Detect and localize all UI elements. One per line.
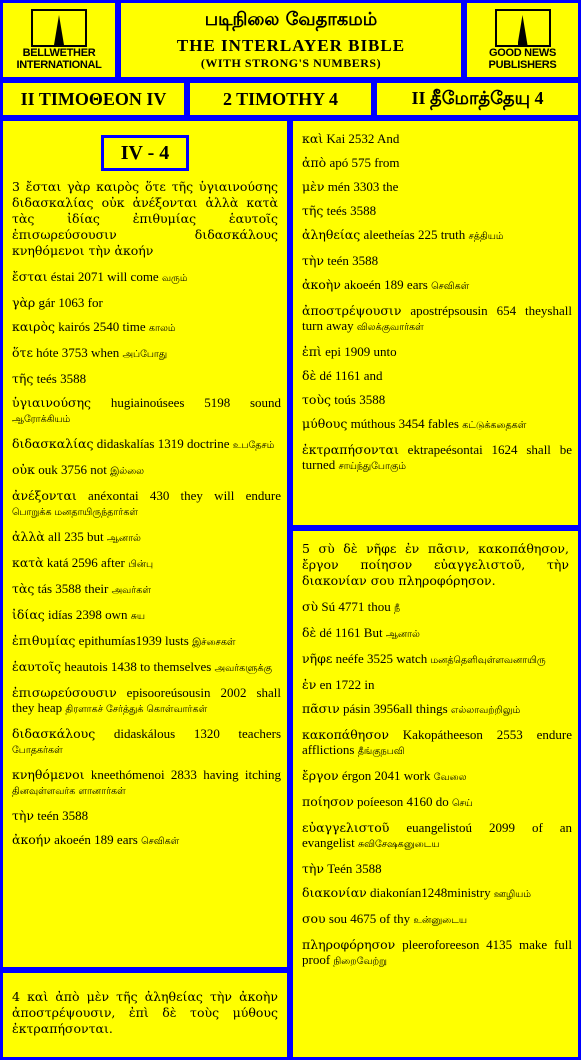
transliteration-gloss: gár 1063 for [38, 295, 103, 310]
greek-word: ἐπὶ [302, 344, 322, 359]
tamil-gloss: வரும் [161, 273, 188, 284]
greek-word: δὲ [302, 368, 317, 383]
tamil-gloss: சுய [130, 611, 146, 622]
word-entry [12, 633, 281, 650]
verse-3-greek: 3 ἔσται γὰρ καιρὸς ὅτε τῆς ὑγιαινούσης διδασκαλίας οὐκ ἀνέξονται ἀλλὰ κατὰ τὰς ἰδίας ἐπιθυμίας ἑαυτοῖς ἐπισωρεύσουσιν διδασκάλους κνηθόμενοι τὴν ἀκοήν [12, 179, 278, 258]
greek-word: κακοπάθησον [302, 727, 389, 742]
book-title-tamil: II தீமோத்தேயு 4 [374, 80, 581, 118]
tamil-gloss: ஆனால் [385, 629, 420, 640]
tamil-gloss: சத்தியம் [468, 231, 504, 242]
tamil-gloss: போதகர்கள் [12, 745, 63, 756]
transliteration-gloss: érgon 2041 work [341, 768, 434, 783]
greek-word: ἔργον [302, 768, 339, 783]
transliteration-gloss: apó 575 from [329, 155, 400, 170]
transliteration-gloss: epithumías1939 lusts [78, 633, 193, 648]
word-entry [12, 371, 281, 386]
greek-word: ἰδίας [12, 607, 45, 622]
word-entry [302, 227, 572, 244]
transliteration-gloss: sou 4675 of thy [328, 911, 414, 926]
transliteration-gloss: teés 3588 [36, 371, 87, 386]
right-bottom-column [290, 528, 581, 1060]
transliteration-gloss: neéfe 3525 watch [335, 651, 431, 666]
book-title-english: 2 TIMOTHY 4 [187, 80, 374, 118]
word-entry [12, 488, 281, 520]
word-entry [12, 808, 281, 823]
greek-word: οὐκ [12, 462, 35, 477]
transliteration-gloss: teén 3588 [327, 253, 379, 268]
tamil-gloss: தீங்குநபவி [357, 746, 405, 757]
greek-word: ἐν [302, 677, 317, 692]
tamil-gloss: செவிகள் [431, 281, 470, 292]
word-entry [302, 727, 572, 759]
word-entry [12, 462, 281, 479]
tamil-gloss: திரளாகச் சேர்த்துக் கொள்வார்கள் [65, 704, 208, 715]
greek-word: ἀληθείας [302, 227, 361, 242]
right-logo-line2: PUBLISHERS [488, 59, 557, 71]
tamil-gloss: பின்பு [128, 559, 154, 570]
word-entry [12, 395, 281, 427]
greek-word: τὰς [12, 581, 35, 596]
transliteration-gloss: diakonían1248ministry [370, 885, 494, 900]
transliteration-gloss: ektrapeésontai 1624 shall be turned [302, 442, 572, 472]
greek-word: ποίησον [302, 794, 354, 809]
greek-word: μύθους [302, 416, 348, 431]
greek-word: ἀνέξονται [12, 488, 77, 503]
tamil-gloss: வேலை [433, 772, 467, 783]
word-entry [302, 794, 572, 811]
transliteration-gloss: Teén 3588 [327, 861, 382, 876]
transliteration-gloss: all 235 but [47, 529, 107, 544]
tamil-gloss: உபதேசம் [232, 440, 275, 451]
word-entry [302, 820, 572, 852]
transliteration-gloss: kneethómenoi 2833 having itching [90, 767, 281, 782]
right-logo-line1: GOOD NEWS [489, 47, 556, 59]
transliteration-gloss: ouk 3756 not [38, 462, 111, 477]
greek-word: κνηθόμενοι [12, 767, 85, 782]
good-news-logo [464, 0, 581, 80]
tamil-gloss: விலக்குவார்கள் [356, 322, 424, 333]
tamil-gloss: கட்டுக்கதைகள் [462, 420, 527, 431]
greek-word: τῆς [12, 371, 34, 386]
word-entry [302, 203, 572, 218]
word-entry [302, 416, 572, 433]
word-entry [302, 599, 572, 616]
transliteration-gloss: teés 3588 [326, 203, 377, 218]
verse-4-box [0, 970, 290, 1060]
transliteration-gloss: tás 3588 their [37, 581, 112, 596]
tamil-gloss: அப்போது [122, 349, 168, 360]
greek-word: ἐπισωρεύσουσιν [12, 685, 117, 700]
tamil-gloss: எல்லாவற்றிலும் [450, 705, 521, 716]
left-column [0, 118, 290, 970]
word-entry [302, 253, 572, 268]
greek-word: ἀπὸ [302, 155, 327, 170]
verse-5-greek: 5 σὺ δὲ νῆφε ἐν πᾶσιν, κακοπάθησον, ἔργον ποίησον εὐαγγελιστοῦ, τὴν διακονίαν σου πληροφόρησον. [302, 541, 569, 588]
greek-word: καιρὸς [12, 319, 56, 334]
tamil-gloss: இல்லை [110, 466, 145, 477]
transliteration-gloss: pleeroforeeson 4135 make full proof [302, 937, 573, 967]
tamil-gloss: செவிகள் [141, 836, 180, 847]
greek-word: δὲ [302, 625, 317, 640]
greek-word: ἐπιθυμίας [12, 633, 76, 648]
tamil-gloss: மனத்தெளிவுள்ளவனாயிரு [430, 655, 546, 666]
title-tamil: படிநிலை வேதாகமம் [204, 9, 378, 30]
word-entry [302, 368, 572, 383]
transliteration-gloss: poíeeson 4160 do [357, 794, 453, 809]
word-entry [302, 885, 572, 902]
transliteration-gloss: euangelistoú 2099 of an evangelist [302, 820, 572, 850]
transliteration-gloss: apostrépsousin 654 theyshall turn away [302, 303, 572, 333]
greek-word: σου [302, 911, 326, 926]
greek-word: ὅτε [12, 345, 33, 360]
transliteration-gloss: akoeén 189 ears [54, 832, 142, 847]
greek-word: τὴν [302, 861, 325, 876]
transliteration-gloss: didaskálous 1320 teachers [113, 726, 282, 741]
right-bottom-entry-list [293, 599, 578, 969]
greek-word: τὴν [302, 253, 325, 268]
word-entry [12, 529, 281, 546]
greek-word: ἐκτραπήσονται [302, 442, 399, 457]
transliteration-gloss: anéxontai 430 they will endure [88, 488, 282, 503]
transliteration-gloss: toús 3588 [334, 392, 386, 407]
word-entry [302, 303, 572, 335]
left-entry-list [3, 269, 287, 849]
left-logo-line1: BELLWETHER [22, 47, 96, 59]
word-entry [302, 701, 572, 718]
tamil-gloss: செய் [452, 798, 473, 809]
greek-word: διακονίαν [302, 885, 367, 900]
greek-word: τῆς [302, 203, 324, 218]
greek-word: κατὰ [12, 555, 44, 570]
transliteration-gloss: pásin 3956all things [342, 701, 451, 716]
transliteration-gloss: Kai 2532 And [326, 131, 400, 146]
title-sub: (WITH STRONG'S NUMBERS) [200, 56, 382, 70]
greek-word: νῆφε [302, 651, 333, 666]
word-entry [302, 677, 572, 692]
tamil-gloss: அவர்கள் [111, 585, 151, 596]
bellwether-logo [0, 0, 118, 80]
word-entry [12, 269, 281, 286]
greek-word: ἀποστρέψουσιν [302, 303, 402, 318]
word-entry [302, 861, 572, 876]
word-entry [302, 392, 572, 407]
word-entry [12, 555, 281, 572]
tamil-gloss: ஆரோக்கியம் [12, 414, 71, 425]
greek-word: ἑαυτοῖς [12, 659, 62, 674]
transliteration-gloss: akoeén 189 ears [344, 277, 432, 292]
word-entry [302, 651, 572, 668]
word-entry [302, 768, 572, 785]
greek-word: γὰρ [12, 295, 36, 310]
transliteration-gloss: mén 3303 the [327, 179, 399, 194]
greek-word: ἀκοὴν [302, 277, 341, 292]
right-top-entry-list [293, 121, 578, 474]
tamil-gloss: நீ [393, 603, 401, 614]
transliteration-gloss: katá 2596 after [46, 555, 129, 570]
transliteration-gloss: teén 3588 [37, 808, 89, 823]
book-title-greek: II TIMOΘEON IV [0, 80, 187, 118]
tamil-gloss: ஊழியம் [493, 889, 531, 900]
word-entry [302, 625, 572, 642]
tamil-gloss: சாய்ந்துபோகும் [338, 461, 406, 472]
transliteration-gloss: kairós 2540 time [58, 319, 149, 334]
word-entry [302, 442, 572, 474]
word-entry [302, 179, 572, 194]
word-entry [302, 911, 572, 928]
tamil-gloss: பொறுக்க மனதாயிருந்தார்கள் [12, 507, 138, 518]
transliteration-gloss: heautois 1438 to themselves [64, 659, 215, 674]
word-entry [302, 937, 572, 969]
tamil-gloss: நிறைவேற்று [333, 956, 387, 967]
verse-label: IV - 4 [101, 135, 189, 171]
greek-word: διδασκάλους [12, 726, 96, 741]
word-entry [12, 345, 281, 362]
greek-word: τοὺς [302, 392, 332, 407]
transliteration-gloss: dé 1161 and [319, 368, 383, 383]
transliteration-gloss: Kakopátheeson 2553 endure afflictions [302, 727, 572, 757]
greek-word: πᾶσιν [302, 701, 340, 716]
tamil-gloss: இச்சைகள் [192, 637, 236, 648]
word-entry [12, 607, 281, 624]
transliteration-gloss: episooreúsousin 2002 shall they heap [12, 685, 281, 715]
tamil-gloss: ஆனால் [106, 533, 141, 544]
word-entry [302, 277, 572, 294]
transliteration-gloss: epi 1909 unto [325, 344, 397, 359]
transliteration-gloss: en 1722 in [319, 677, 375, 692]
word-entry [302, 155, 572, 170]
word-entry [12, 295, 281, 310]
word-entry [12, 659, 281, 676]
word-entry [302, 131, 572, 146]
transliteration-gloss: Sú 4771 thou [321, 599, 394, 614]
transliteration-gloss: múthous 3454 fables [350, 416, 463, 431]
title-box [118, 0, 464, 80]
word-entry [12, 319, 281, 336]
transliteration-gloss: didaskalías 1319 doctrine [96, 436, 233, 451]
bell-tower-icon [495, 9, 551, 47]
word-entry [12, 767, 281, 799]
greek-word: ἀλλὰ [12, 529, 45, 544]
left-logo-line2: INTERNATIONAL [16, 59, 102, 71]
right-top-column [290, 118, 581, 528]
greek-word: ἀκοήν [12, 832, 51, 847]
word-entry [12, 436, 281, 453]
transliteration-gloss: idías 2398 own [48, 607, 131, 622]
verse-4-greek: 4 καὶ ἀπὸ μὲν τῆς ἀληθείας τὴν ἀκοὴν ἀποστρέψουσιν, ἐπὶ δὲ τοὺς μύθους ἐκτραπήσονται. [12, 989, 278, 1036]
greek-word: μὲν [302, 179, 325, 194]
tamil-gloss: காலம் [148, 323, 176, 334]
greek-word: διδασκαλίας [12, 436, 94, 451]
word-entry [12, 726, 281, 758]
word-entry [302, 344, 572, 359]
tamil-gloss: சுவிசேஷகனுடைய [357, 839, 440, 850]
greek-word: ἔσται [12, 269, 48, 284]
greek-word: καὶ [302, 131, 324, 146]
transliteration-gloss: éstai 2071 will come [50, 269, 162, 284]
word-entry [12, 685, 281, 717]
bell-tower-icon [31, 9, 87, 47]
tamil-gloss: உன்னுடைய [413, 915, 467, 926]
title-main: THE INTERLAYER BIBLE [176, 36, 406, 55]
word-entry [12, 581, 281, 598]
tamil-gloss: தினவுள்ளவர்க ளானார்கள் [12, 786, 126, 797]
greek-word: πληροφόρησον [302, 937, 396, 952]
greek-word: τὴν [12, 808, 35, 823]
transliteration-gloss: aleetheías 225 truth [363, 227, 469, 242]
greek-word: σὺ [302, 599, 319, 614]
transliteration-gloss: hóte 3753 when [36, 345, 123, 360]
greek-word: εὐαγγελιστοῦ [302, 820, 390, 835]
transliteration-gloss: dé 1161 But [319, 625, 386, 640]
tamil-gloss: அவர்களுக்கு [214, 663, 272, 674]
transliteration-gloss: hugiainoúsees 5198 sound [110, 395, 282, 410]
word-entry [12, 832, 281, 849]
greek-word: ὑγιαινούσης [12, 395, 92, 410]
